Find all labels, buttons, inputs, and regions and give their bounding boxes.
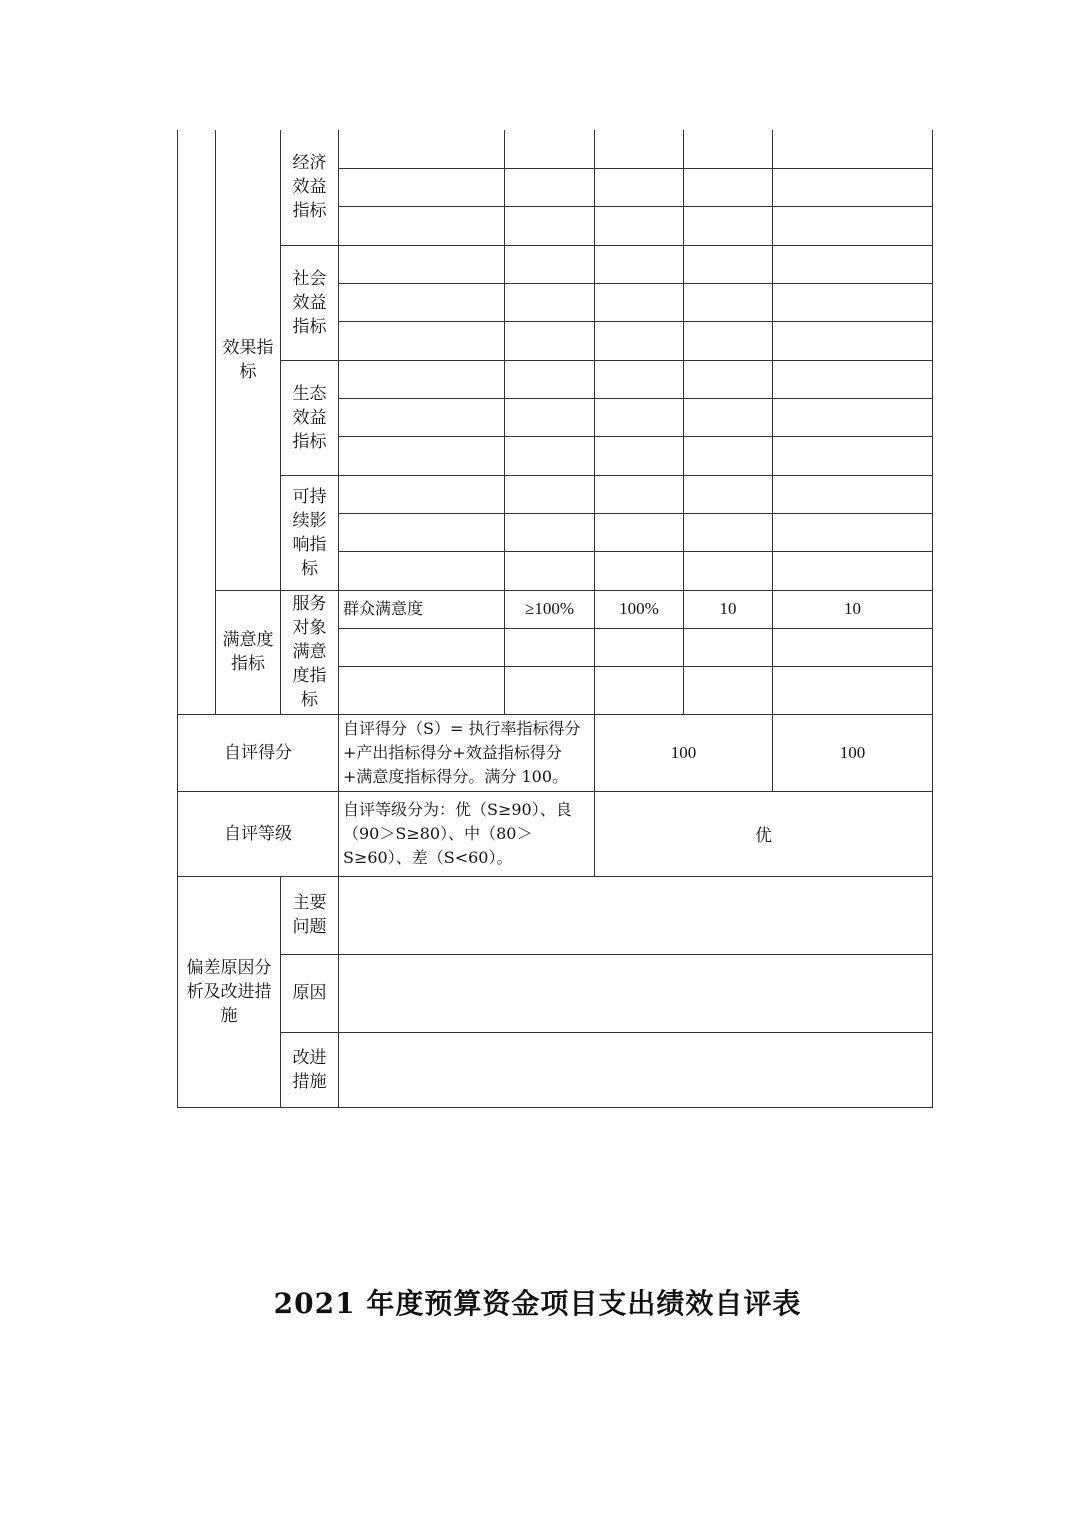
subcategory-sustainable: 可持续影响指标: [281, 475, 339, 590]
self-grade-value: 优: [595, 791, 933, 876]
deviation-label: 偏差原因分析及改进措施: [178, 876, 281, 1107]
indicator-name: 群众满意度: [339, 590, 505, 628]
deviation-reason-content: [339, 954, 933, 1032]
self-score-formula: 自评得分（S）= 执行率指标得分+产出指标得分+效益指标得分+满意度指标得分。满分 100。: [339, 714, 595, 791]
subcategory-ecological: 生态效益指标: [281, 360, 339, 475]
self-grade-label: 自评等级: [178, 791, 339, 876]
performance-table: [177, 130, 933, 1108]
deviation-main-issue-content: [339, 876, 933, 954]
indicator-target: ≥100%: [505, 590, 595, 628]
category-effect: 效果指标: [216, 130, 281, 590]
deviation-improvement-content: [339, 1032, 933, 1107]
indicator-score: 10: [773, 590, 933, 628]
self-score-label: 自评得分: [178, 714, 339, 791]
self-grade-desc: 自评等级分为：优（S≥90）、良（90＞S≥80）、中（80＞S≥60）、差（S<60）。: [339, 791, 595, 876]
deviation-reason-label: 原因: [281, 954, 339, 1032]
deviation-improvement-label: 改进措施: [281, 1032, 339, 1107]
subcategory-economic: 经济效益指标: [281, 130, 339, 245]
subcategory-social: 社会效益指标: [281, 245, 339, 360]
page-title: 2021 年度预算资金项目支出绩效自评表: [273, 1287, 802, 1320]
indicator-actual: 100%: [595, 590, 684, 628]
category-satisfaction: 满意度指标: [216, 590, 281, 714]
self-score-weight: 100: [595, 714, 773, 791]
self-score-value: 100: [773, 714, 933, 791]
subcategory-service-satisfaction: 服务对象满意度指标: [281, 590, 339, 714]
deviation-main-issue-label: 主要问题: [281, 876, 339, 954]
left-margin-cell: [178, 130, 216, 714]
indicator-weight: 10: [684, 590, 773, 628]
